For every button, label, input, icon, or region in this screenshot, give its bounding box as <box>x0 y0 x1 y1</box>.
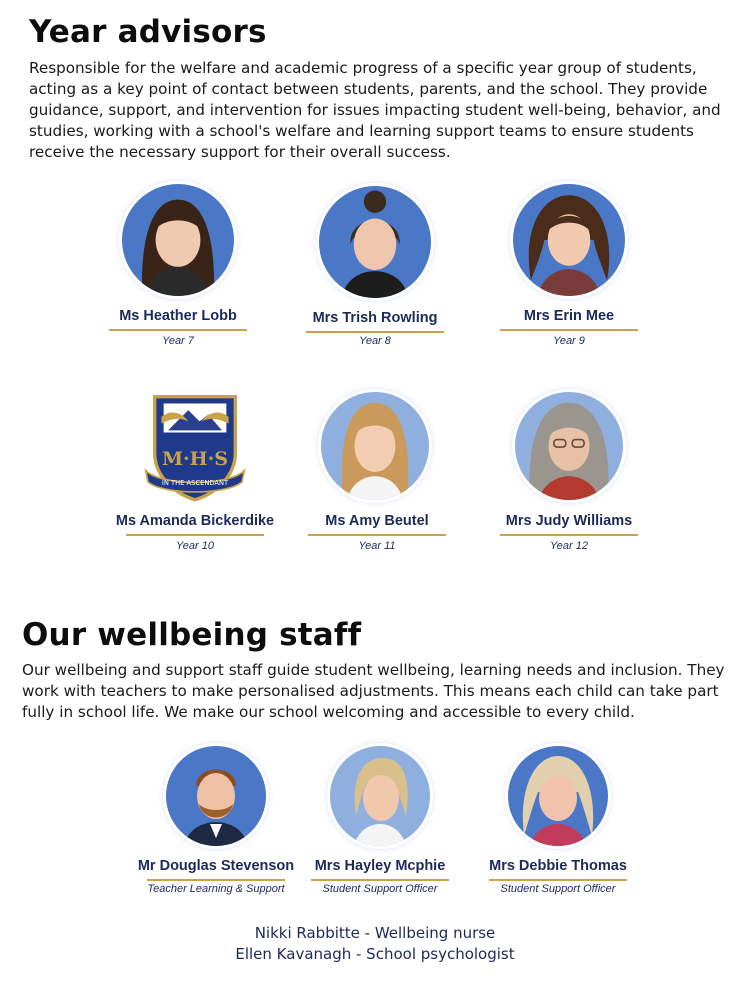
advisor-card-year-7 <box>88 184 268 354</box>
svg-text:M·H·S: M·H·S <box>161 448 229 471</box>
portrait-photo <box>513 184 625 296</box>
name-underline <box>311 879 449 881</box>
avatar <box>513 184 625 296</box>
name-underline <box>147 879 285 881</box>
school-crest-icon <box>139 390 251 502</box>
portrait-photo <box>515 392 623 500</box>
avatar <box>122 184 234 296</box>
portrait-photo <box>319 186 431 298</box>
advisor-role: Year 11 <box>358 540 396 552</box>
staff-role: Teacher Learning & Support <box>147 883 285 895</box>
name-underline <box>306 331 444 333</box>
portrait-photo <box>122 184 234 296</box>
name-underline <box>308 534 446 536</box>
advisor-card-year-11 <box>287 392 467 562</box>
advisor-role: Year 10 <box>176 540 214 552</box>
portrait-photo <box>330 746 430 846</box>
staff-role: Student Support Officer <box>322 883 438 895</box>
wellbeing-description: Our wellbeing and support staff guide student wellbeing, learning needs and inclusion. They work with teachers to make personalised adjustments. This means each child can take part fully in school life. We make our school welcoming and accessible to every child. <box>22 661 725 721</box>
avatar <box>321 392 429 500</box>
wellbeing-title: Our wellbeing staff <box>22 617 362 653</box>
advisor-name: Ms Amy Beutel <box>325 513 429 529</box>
staff-name: Mr Douglas Stevenson <box>137 858 295 874</box>
year-advisors-description: Responsible for the welfare and academic progress of a specific year group of students, acting as a key point of contact between students, parents, and the school. They provide guidance, support, and intervention for issues impacting student well-being, behavior, and studies, working with a school's welfare and learning support teams to ensure students receive the necessary support for their overall success. <box>29 59 721 161</box>
advisor-name: Mrs Judy Williams <box>505 513 633 529</box>
avatar <box>515 392 623 500</box>
advisor-role: Year 12 <box>550 540 588 552</box>
year-advisors-title: Year advisors <box>29 14 267 50</box>
portrait-photo <box>508 746 608 846</box>
staff-role: Student Support Officer <box>500 883 616 895</box>
advisor-name: Ms Amanda Bickerdike <box>115 513 275 529</box>
wellbeing-card-mcphie <box>290 746 470 906</box>
staff-name: Mrs Debbie Thomas <box>489 858 627 874</box>
advisor-card-year-12 <box>479 392 659 562</box>
avatar <box>330 746 430 846</box>
name-underline <box>126 534 264 536</box>
name-underline <box>109 329 247 331</box>
avatar <box>166 746 266 846</box>
portrait-photo <box>166 746 266 846</box>
advisor-card-year-10 <box>105 390 285 560</box>
advisor-role: Year 9 <box>553 335 585 347</box>
name-underline <box>500 534 638 536</box>
wellbeing-card-thomas <box>468 746 648 906</box>
staff-name: Mrs Hayley Mcphie <box>314 858 446 874</box>
svg-text:IN THE ASCENDANT: IN THE ASCENDANT <box>161 479 229 488</box>
advisor-name: Mrs Erin Mee <box>523 308 615 324</box>
advisor-name: Mrs Trish Rowling <box>312 310 438 326</box>
advisor-role: Year 8 <box>359 335 391 347</box>
advisor-card-year-8 <box>285 186 465 356</box>
name-underline <box>500 329 638 331</box>
avatar <box>508 746 608 846</box>
wellbeing-card-stevenson <box>126 746 306 906</box>
advisor-card-year-9 <box>479 184 659 354</box>
name-underline <box>489 879 627 881</box>
avatar <box>319 186 431 298</box>
advisor-role: Year 7 <box>162 335 194 347</box>
extra-staff-nurse: Nikki Rabbitte - Wellbeing nurse <box>254 924 496 942</box>
advisor-name: Ms Heather Lobb <box>119 308 237 324</box>
crest-logo <box>139 390 251 502</box>
extra-staff-psychologist: Ellen Kavanagh - School psychologist <box>235 945 515 963</box>
portrait-photo <box>321 392 429 500</box>
